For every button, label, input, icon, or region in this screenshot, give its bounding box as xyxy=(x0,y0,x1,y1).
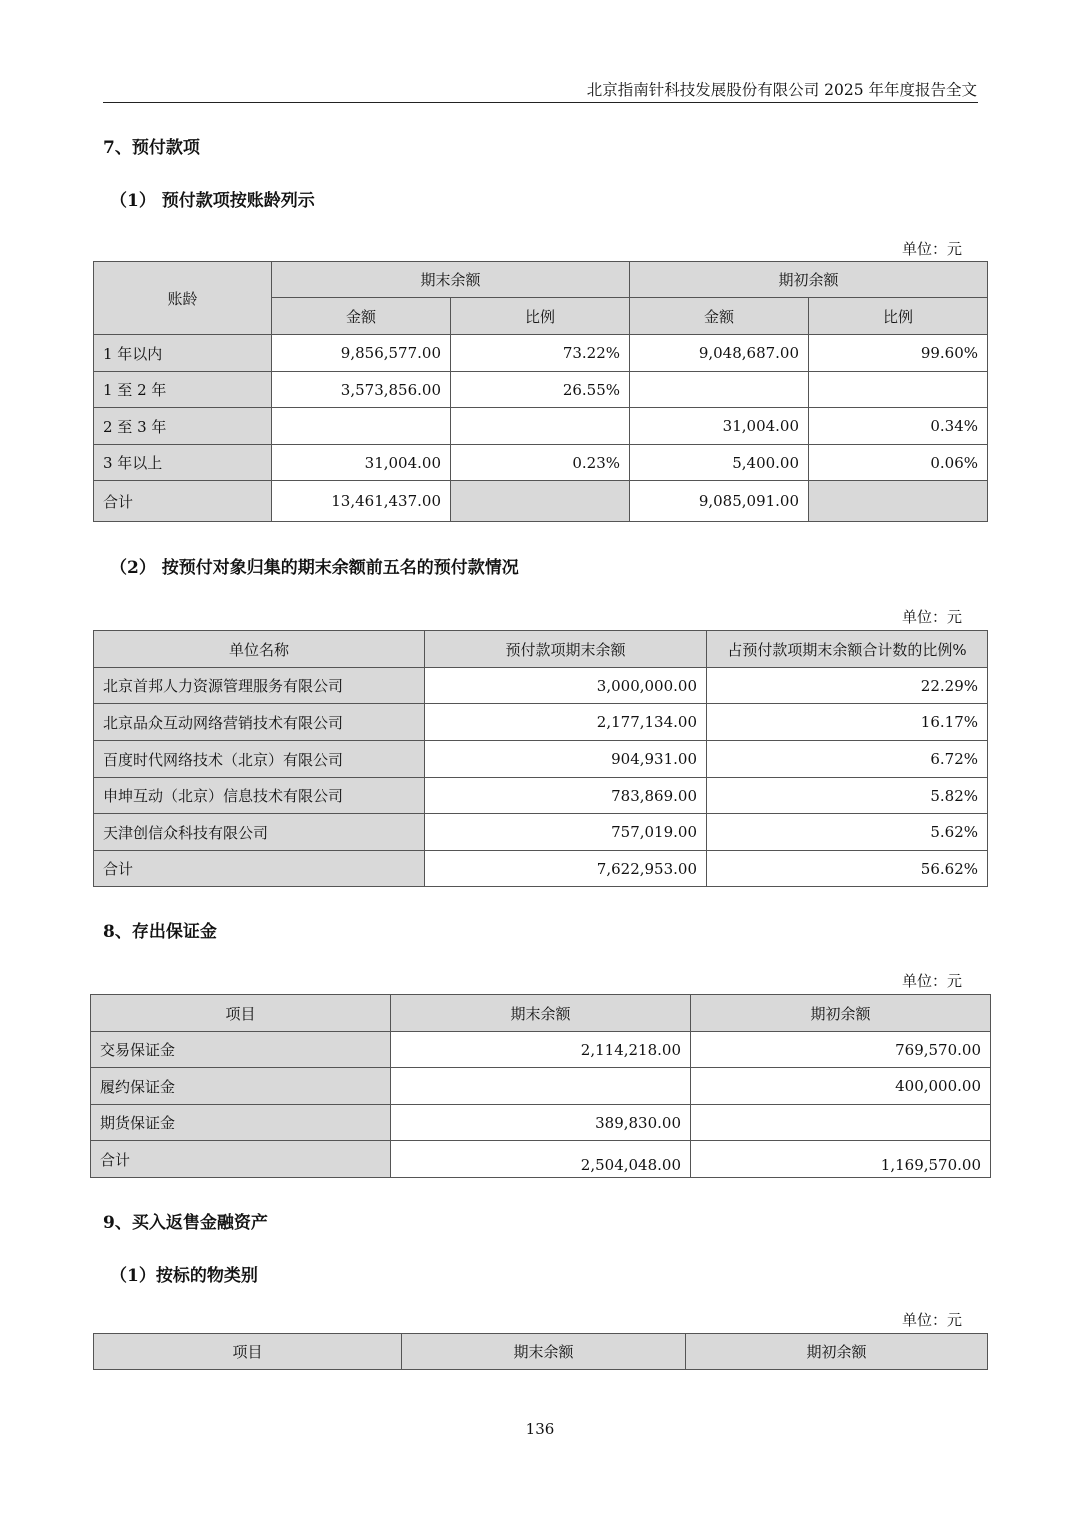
col-header-end-amount: 金额 xyxy=(272,298,451,335)
cell-end-amount: 3,573,856.00 xyxy=(272,372,451,408)
section-7-2-unit: 单位：元 xyxy=(901,608,962,626)
page-number: 136 xyxy=(525,1420,555,1438)
section-9-1-heading: （1）按标的物类别 xyxy=(110,1266,258,1286)
col-header-begin-ratio: 比例 xyxy=(809,298,988,335)
section-7-1-unit: 单位：元 xyxy=(901,240,962,258)
prepayment-aging-table xyxy=(93,261,988,522)
total-ratio: 56.62% xyxy=(707,851,988,887)
table-row xyxy=(94,335,988,372)
row-label: 3 年以上 xyxy=(94,445,272,481)
col-header-item: 项目 xyxy=(91,995,391,1032)
cell-company-name: 百度时代网络技术（北京）有限公司 xyxy=(94,741,425,778)
cell-end-ratio: 73.22% xyxy=(451,335,630,372)
total-label: 合计 xyxy=(94,851,425,887)
cell-end-amount: 31,004.00 xyxy=(272,445,451,481)
cell-amount: 783,869.00 xyxy=(425,778,707,814)
cell-begin-amount: 5,400.00 xyxy=(630,445,809,481)
table-header-row xyxy=(94,1334,988,1370)
cell-begin xyxy=(691,1105,991,1141)
top-five-prepayment-table xyxy=(93,630,988,887)
cell-amount: 757,019.00 xyxy=(425,814,707,851)
cell-end: 2,114,218.00 xyxy=(391,1032,691,1068)
cell-begin-ratio: 99.60% xyxy=(809,335,988,372)
cell-end-amount: 9,856,577.00 xyxy=(272,335,451,372)
total-begin-amount: 9,085,091.00 xyxy=(630,481,809,522)
cell-amount: 904,931.00 xyxy=(425,741,707,778)
row-label: 期货保证金 xyxy=(91,1105,391,1141)
table-row xyxy=(94,704,988,741)
col-header-begin-balance: 期初余额 xyxy=(686,1334,988,1370)
row-label: 履约保证金 xyxy=(91,1068,391,1105)
cell-begin-amount xyxy=(630,372,809,408)
col-header-begin-balance: 期初余额 xyxy=(691,995,991,1032)
cell-ratio: 5.62% xyxy=(707,814,988,851)
row-label: 1 至 2 年 xyxy=(94,372,272,408)
table-row xyxy=(91,1105,991,1141)
cell-end-amount xyxy=(272,408,451,445)
row-label: 1 年以内 xyxy=(94,335,272,372)
cell-company-name: 北京首邦人力资源管理服务有限公司 xyxy=(94,668,425,704)
total-end-ratio-empty xyxy=(451,481,630,522)
cell-begin-amount: 31,004.00 xyxy=(630,408,809,445)
cell-amount: 3,000,000.00 xyxy=(425,668,707,704)
table-row xyxy=(94,814,988,851)
cell-begin-ratio: 0.06% xyxy=(809,445,988,481)
col-header-end-ratio: 比例 xyxy=(451,298,630,335)
col-header-item: 项目 xyxy=(94,1334,402,1370)
col-header-end-balance: 期末余额 xyxy=(402,1334,686,1370)
section-7-heading: 7、预付款项 xyxy=(103,138,200,158)
row-label: 2 至 3 年 xyxy=(94,408,272,445)
table-row xyxy=(94,741,988,778)
table-total-row xyxy=(94,481,988,522)
cell-ratio: 6.72% xyxy=(707,741,988,778)
table-row xyxy=(94,372,988,408)
total-begin: 1,169,570.00 xyxy=(691,1141,991,1178)
table-row xyxy=(91,1068,991,1105)
report-header-title: 北京指南针科技发展股份有限公司 2025 年年度报告全文 xyxy=(586,81,977,99)
cell-begin-ratio: 0.34% xyxy=(809,408,988,445)
total-label: 合计 xyxy=(94,481,272,522)
section-8-unit: 单位：元 xyxy=(901,972,962,990)
table-total-row xyxy=(91,1141,991,1178)
cell-end-ratio: 26.55% xyxy=(451,372,630,408)
cell-ratio: 16.17% xyxy=(707,704,988,741)
col-header-begin-amount: 金额 xyxy=(630,298,809,335)
resale-assets-table xyxy=(93,1333,988,1370)
cell-end-ratio xyxy=(451,408,630,445)
section-9-heading: 9、买入返售金融资产 xyxy=(103,1213,268,1233)
cell-begin-ratio xyxy=(809,372,988,408)
col-header-ratio: 占预付款项期末余额合计数的比例% xyxy=(707,631,988,668)
cell-begin-amount: 9,048,687.00 xyxy=(630,335,809,372)
cell-company-name: 天津创信众科技有限公司 xyxy=(94,814,425,851)
cell-end-ratio: 0.23% xyxy=(451,445,630,481)
table-header-row xyxy=(94,631,988,668)
cell-begin: 400,000.00 xyxy=(691,1068,991,1105)
section-7-2-heading: （2） 按预付对象归集的期末余额前五名的预付款情况 xyxy=(110,558,519,578)
col-header-name: 单位名称 xyxy=(94,631,425,668)
total-amount: 7,622,953.00 xyxy=(425,851,707,887)
col-header-aging: 账龄 xyxy=(94,262,272,335)
cell-end: 389,830.00 xyxy=(391,1105,691,1141)
cell-company-name: 北京品众互动网络营销技术有限公司 xyxy=(94,704,425,741)
cell-amount: 2,177,134.00 xyxy=(425,704,707,741)
total-begin-ratio-empty xyxy=(809,481,988,522)
total-end-amount: 13,461,437.00 xyxy=(272,481,451,522)
cell-company-name: 申坤互动（北京）信息技术有限公司 xyxy=(94,778,425,814)
table-row xyxy=(94,445,988,481)
col-header-end-balance: 期末余额 xyxy=(272,262,630,298)
header-divider xyxy=(103,102,978,103)
table-row xyxy=(94,668,988,704)
total-label: 合计 xyxy=(91,1141,391,1178)
table-header-row xyxy=(94,262,988,298)
cell-end xyxy=(391,1068,691,1105)
col-header-end-balance: 期末余额 xyxy=(391,995,691,1032)
col-header-begin-balance: 期初余额 xyxy=(630,262,988,298)
row-label: 交易保证金 xyxy=(91,1032,391,1068)
table-row xyxy=(94,778,988,814)
table-total-row xyxy=(94,851,988,887)
table-header-row xyxy=(91,995,991,1032)
table-row xyxy=(91,1032,991,1068)
col-header-end-balance: 预付款项期末余额 xyxy=(425,631,707,668)
section-8-heading: 8、存出保证金 xyxy=(103,922,217,942)
deposit-table xyxy=(90,994,991,1178)
total-end: 2,504,048.00 xyxy=(391,1141,691,1178)
cell-begin: 769,570.00 xyxy=(691,1032,991,1068)
section-7-1-heading: （1） 预付款项按账龄列示 xyxy=(110,191,315,211)
section-9-1-unit: 单位：元 xyxy=(901,1311,962,1329)
cell-ratio: 22.29% xyxy=(707,668,988,704)
cell-ratio: 5.82% xyxy=(707,778,988,814)
table-row xyxy=(94,408,988,445)
